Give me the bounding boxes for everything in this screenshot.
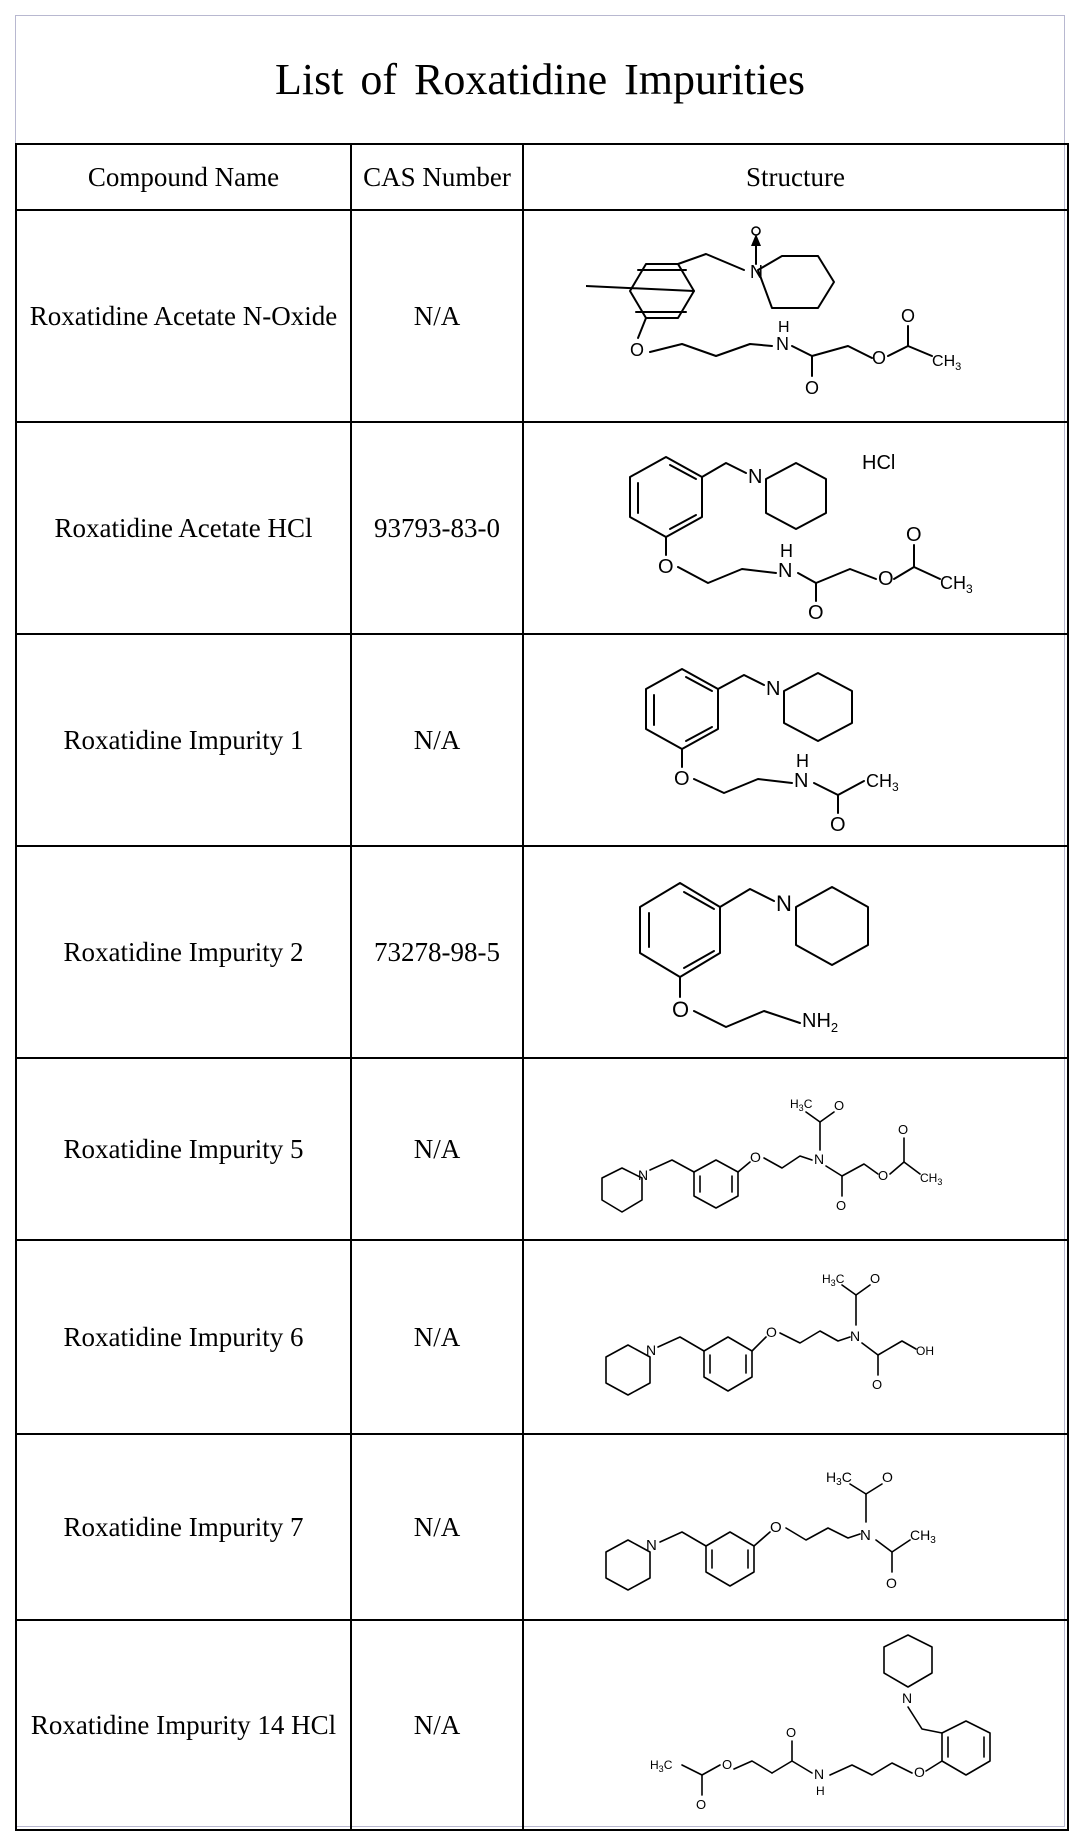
structure-impurity-1 xyxy=(586,645,1006,835)
h-label: H xyxy=(777,319,790,336)
h3c-label: $H_3C$ xyxy=(649,1758,672,1774)
o-label: O xyxy=(900,306,915,326)
n-label: N xyxy=(813,1151,824,1167)
o-label: O xyxy=(769,1519,782,1536)
o-label: O xyxy=(871,1377,882,1392)
h3c-label: $H_3C$ xyxy=(825,1469,852,1488)
table-row xyxy=(16,422,1068,634)
o-label: O xyxy=(877,1168,888,1183)
structure-impurity-7 xyxy=(586,1442,1006,1612)
cas-number: 93793-83-0 xyxy=(351,422,523,634)
structure-cell xyxy=(523,210,1068,422)
ch3-label: $CH_3$ xyxy=(865,771,899,794)
n-label: N xyxy=(645,1342,656,1358)
structure-acetate-hcl xyxy=(586,433,1006,623)
cas-number: N/A xyxy=(351,1058,523,1240)
header-compound-name: Compound Name xyxy=(16,144,351,210)
o-label: O xyxy=(671,997,689,1022)
o-label: O xyxy=(905,524,922,546)
n-label: N xyxy=(813,1766,824,1782)
structure-cell xyxy=(523,846,1068,1058)
header-structure: Structure xyxy=(523,144,1068,210)
table-row xyxy=(16,210,1068,422)
structure-cell xyxy=(523,634,1068,846)
n-label: N xyxy=(775,334,789,354)
compound-name: Roxatidine Impurity 6 xyxy=(16,1240,351,1434)
o-label: O xyxy=(807,602,824,623)
cas-number: N/A xyxy=(351,634,523,846)
h3c-label: $H_3C$ xyxy=(821,1272,844,1288)
o-label: O xyxy=(765,1324,777,1340)
impurities-table xyxy=(15,143,1069,1831)
structure-impurity-5 xyxy=(586,1064,1006,1234)
n-label: N xyxy=(637,1167,648,1183)
o-label: O xyxy=(913,1764,925,1780)
cas-number: N/A xyxy=(351,210,523,422)
n-label: N xyxy=(645,1537,657,1554)
compound-name: Roxatidine Impurity 5 xyxy=(16,1058,351,1240)
o-label: O xyxy=(629,340,644,360)
o-label: O xyxy=(835,1198,846,1213)
o-label: O xyxy=(881,1469,893,1485)
page-title: List of Roxatidine Impurities xyxy=(274,54,806,104)
structure-cell xyxy=(523,1434,1068,1620)
n-label: N xyxy=(775,891,792,916)
structure-cell xyxy=(523,1240,1068,1434)
table-row xyxy=(16,846,1068,1058)
ch3-label: $CH_3$ xyxy=(919,1171,942,1187)
o-label: O xyxy=(804,378,819,398)
table-row xyxy=(16,1240,1068,1434)
oh-label: OH xyxy=(915,1344,934,1358)
o-label: O xyxy=(877,568,894,590)
table-row xyxy=(16,1620,1068,1830)
cas-number: N/A xyxy=(351,1620,523,1830)
structure-impurity-14-hcl xyxy=(586,1625,1006,1825)
o-label: O xyxy=(721,1757,732,1772)
n-label: N xyxy=(849,1328,860,1344)
cas-number: N/A xyxy=(351,1434,523,1620)
structure-impurity-6 xyxy=(586,1247,1006,1427)
structure-n-oxide xyxy=(586,226,1006,406)
h-label: H xyxy=(779,541,793,561)
o-label: O xyxy=(897,1122,908,1137)
header-row xyxy=(16,144,1068,210)
o-label: O xyxy=(833,1098,844,1113)
h-label: H xyxy=(815,1784,825,1798)
o-label: O xyxy=(657,556,674,578)
cas-number: N/A xyxy=(351,1240,523,1434)
o-label: O xyxy=(871,348,886,368)
n-label: N xyxy=(747,466,762,488)
o-label: O xyxy=(869,1271,880,1286)
ch3-label: $CH_3$ xyxy=(909,1527,936,1546)
n-label: N xyxy=(793,770,808,792)
cas-number: 73278-98-5 xyxy=(351,846,523,1058)
ch3-label: $CH_3$ xyxy=(939,573,973,596)
compound-name: Roxatidine Impurity 7 xyxy=(16,1434,351,1620)
compound-name: Roxatidine Impurity 14 HCl xyxy=(16,1620,351,1830)
structure-cell xyxy=(523,1058,1068,1240)
structure-cell xyxy=(523,422,1068,634)
o-label: O xyxy=(785,1725,796,1740)
o-label: O xyxy=(829,814,846,835)
structure-cell xyxy=(523,1620,1068,1830)
compound-name: Roxatidine Impurity 1 xyxy=(16,634,351,846)
o-label: O xyxy=(673,768,690,790)
nh2-label: $NH_2$ xyxy=(801,1010,838,1035)
n-label: N xyxy=(749,262,763,282)
n-label: N xyxy=(777,560,792,582)
o-label: O xyxy=(885,1575,897,1591)
o-label: O xyxy=(749,1149,761,1165)
n-label: N xyxy=(901,1690,912,1706)
compound-name: Roxatidine Acetate N-Oxide xyxy=(16,210,351,422)
compound-name: Roxatidine Impurity 2 xyxy=(16,846,351,1058)
n-label: N xyxy=(859,1527,871,1544)
structure-impurity-2 xyxy=(586,857,1006,1047)
hcl-label: HCl xyxy=(861,452,895,474)
table-row xyxy=(16,634,1068,846)
n-label: N xyxy=(765,678,780,700)
h-label: H xyxy=(795,751,809,771)
h3c-label: $H_3C$ xyxy=(789,1097,812,1113)
header-cas-number: CAS Number xyxy=(351,144,523,210)
o-label: O xyxy=(695,1797,706,1812)
table-row xyxy=(16,1434,1068,1620)
compound-name: Roxatidine Acetate HCl xyxy=(16,422,351,634)
ch3-label: $CH_3$ xyxy=(931,353,961,373)
table-row xyxy=(16,1058,1068,1240)
